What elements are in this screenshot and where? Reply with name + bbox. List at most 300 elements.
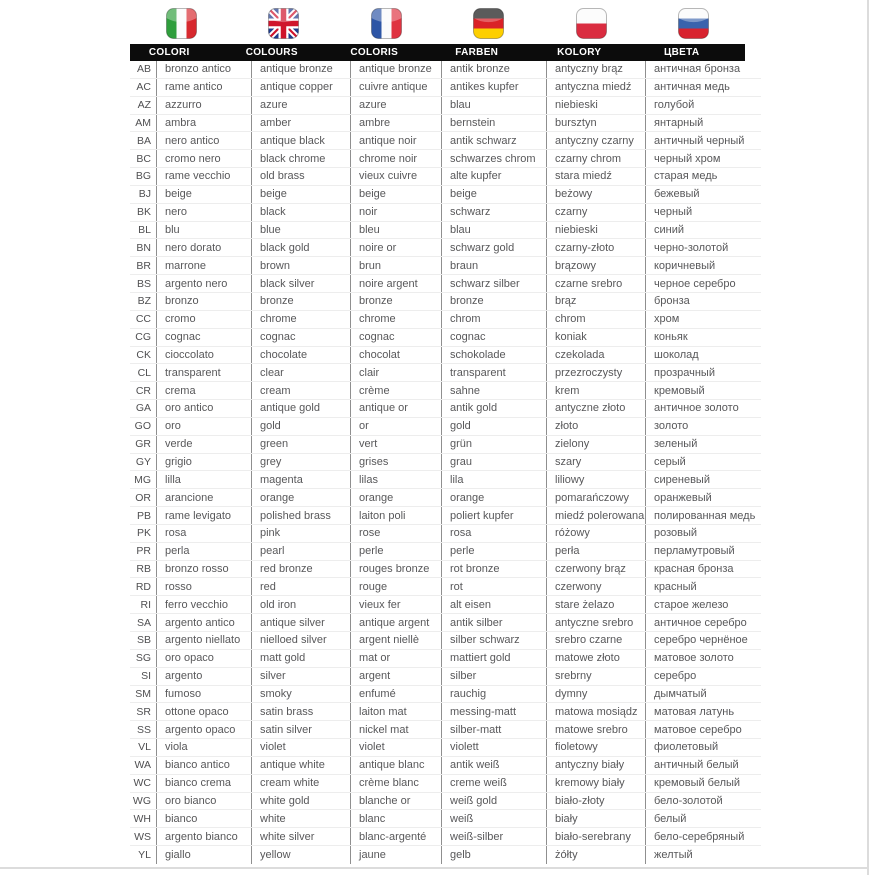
table-row [130,364,761,382]
table-row [130,132,761,150]
cell-code: AM [135,116,151,129]
cell-french: antique or [350,400,441,417]
table-row [130,293,761,311]
cell-russian: красный [645,578,761,595]
cell-russian: красная бронза [645,561,761,578]
cell-german: bernstein [441,115,546,132]
cell-code: RD [135,580,151,593]
cell-german: silber-matt [441,721,546,738]
cell-italian: transparent [156,364,251,381]
cell-italian: oro opaco [156,650,251,667]
cell-italian: rame antico [156,79,251,96]
cell-polish: perła [546,543,645,560]
italy-flag-icon [165,7,198,40]
cell-german: antik weiß [441,757,546,774]
cell-russian: бело-серебряный [645,828,761,845]
cell-german: silber [441,668,546,685]
cell-french: jaune [350,846,441,864]
cell-polish: czarne srebro [546,275,645,292]
cell-polish: antyczny biały [546,757,645,774]
cell-french: noire or [350,239,441,256]
cell-french: argent [350,668,441,685]
cell-french: noire argent [350,275,441,292]
cell-russian: черный хром [645,150,761,167]
cell-italian: cognac [156,329,251,346]
cell-italian: giallo [156,846,251,864]
cell-code: WS [134,830,151,843]
table-row [130,471,761,489]
cell-german: alte kupfer [441,168,546,185]
france-flag-icon [370,7,403,40]
cell-english: grey [251,454,350,471]
cell-polish: przezroczysty [546,364,645,381]
cell-german: schwarz silber [441,275,546,292]
cell-italian: rame vecchio [156,168,251,185]
cell-polish: brąz [546,293,645,310]
cell-polish: czekolada [546,347,645,364]
cell-code: CK [136,348,151,361]
page-edge-right [867,0,869,875]
cell-russian: бело-золотой [645,793,761,810]
cell-english: magenta [251,471,350,488]
cell-english: silver [251,668,350,685]
cell-french: argent niellè [350,632,441,649]
cell-polish: bursztyn [546,115,645,132]
cell-polish: fioletowy [546,739,645,756]
color-table-body [130,61,761,864]
cell-french: enfumé [350,686,441,703]
cell-french: antique noir [350,132,441,149]
cell-german: weiß gold [441,793,546,810]
table-row [130,846,761,864]
cell-polish: niebieski [546,97,645,114]
cell-russian: голубой [645,97,761,114]
cell-italian: argento nero [156,275,251,292]
cell-code: YL [138,849,151,862]
table-row [130,810,761,828]
cell-english: antique gold [251,400,350,417]
cell-polish: liliowy [546,471,645,488]
cell-polish: antyczny brąz [546,61,645,78]
cell-russian: античный белый [645,757,761,774]
cell-german: blau [441,222,546,239]
cell-english: black gold [251,239,350,256]
table-row [130,757,761,775]
cell-code: CC [135,313,151,326]
cell-english: antique white [251,757,350,774]
cell-russian: бронза [645,293,761,310]
cell-russian: античный черный [645,132,761,149]
cell-italian: bronzo antico [156,61,251,78]
table-row [130,561,761,579]
cell-italian: bianco [156,810,251,827]
cell-french: rouges bronze [350,561,441,578]
cell-french: bronze [350,293,441,310]
cell-italian: cromo nero [156,150,251,167]
cell-code: BK [136,206,151,219]
cell-polish: czarny-złoto [546,239,645,256]
table-row [130,275,761,293]
table-row [130,703,761,721]
cell-english: white [251,810,350,827]
table-row [130,347,761,365]
cell-italian: ferro vecchio [156,596,251,613]
cell-english: orange [251,489,350,506]
cell-code: VL [138,741,151,754]
cell-russian: черный [645,204,761,221]
cell-italian: oro [156,418,251,435]
table-row [130,382,761,400]
cell-german: rauchig [441,686,546,703]
cell-italian: argento opaco [156,721,251,738]
cell-french: blanc [350,810,441,827]
table-row [130,489,761,507]
cell-code: SA [136,616,151,629]
cell-german: chrom [441,311,546,328]
cell-english: white gold [251,793,350,810]
cell-russian: золото [645,418,761,435]
cell-english: chocolate [251,347,350,364]
cell-russian: дымчатый [645,686,761,703]
table-row [130,721,761,739]
header-russian: ЦВЕТА [664,47,700,58]
cell-french: nickel mat [350,721,441,738]
cell-german: rot bronze [441,561,546,578]
cell-french: laiton mat [350,703,441,720]
cell-russian: античная бронза [645,61,761,78]
cell-code: RB [136,563,151,576]
cell-english: satin silver [251,721,350,738]
cell-polish: czerwony [546,578,645,595]
cell-french: laiton poli [350,507,441,524]
cell-code: GO [134,420,151,433]
cell-english: matt gold [251,650,350,667]
cell-code: BR [136,259,151,272]
cell-french: azure [350,97,441,114]
cell-code: SB [136,634,151,647]
table-row [130,507,761,525]
cell-french: vieux cuivre [350,168,441,185]
cell-polish: kremowy biały [546,775,645,792]
cell-german: blau [441,97,546,114]
cell-english: yellow [251,846,350,864]
table-row [130,97,761,115]
cell-russian: прозрачный [645,364,761,381]
cell-polish: szary [546,454,645,471]
cell-code: BN [136,241,151,254]
cell-english: beige [251,186,350,203]
cell-code: SR [136,705,151,718]
table-row [130,400,761,418]
cell-english: smoky [251,686,350,703]
cell-polish: antyczne srebro [546,614,645,631]
cell-polish: czerwony brąz [546,561,645,578]
cell-german: schwarzes chrom [441,150,546,167]
cell-russian: коричневый [645,257,761,274]
cell-french: antique blanc [350,757,441,774]
header-polish: KOLORY [557,47,602,58]
cell-polish: czarny [546,204,645,221]
cell-polish: antyczny czarny [546,132,645,149]
header-italian: COLORI [148,47,190,58]
cell-russian: серый [645,454,761,471]
cell-german: messing-matt [441,703,546,720]
cell-english: pink [251,525,350,542]
cell-code: AB [136,63,151,76]
cell-polish: matowe złoto [546,650,645,667]
cell-polish: srebrny [546,668,645,685]
cell-french: beige [350,186,441,203]
cell-code: GA [135,402,151,415]
cell-german: grün [441,436,546,453]
cell-italian: argento antico [156,614,251,631]
cell-french: chrome noir [350,150,441,167]
cell-russian: желтый [645,846,761,864]
table-row [130,686,761,704]
cell-english: red bronze [251,561,350,578]
cell-german: cognac [441,329,546,346]
cell-french: vert [350,436,441,453]
flags-row [130,7,745,40]
cell-german: poliert kupfer [441,507,546,524]
cell-polish: matowa mosiądz [546,703,645,720]
table-row [130,115,761,133]
cell-german: weiß-silber [441,828,546,845]
table-row [130,436,761,454]
header-german: FARBEN [455,47,499,58]
header-english: COLOURS [245,47,298,58]
table-row [130,578,761,596]
table-row [130,204,761,222]
cell-german: silber schwarz [441,632,546,649]
cell-polish: krem [546,382,645,399]
table-row [130,222,761,240]
table-header-bar [130,44,745,61]
cell-polish: stara miedź [546,168,645,185]
cell-russian: матовая латунь [645,703,761,720]
table-row [130,775,761,793]
cell-german: bronze [441,293,546,310]
cell-code: CL [137,366,151,379]
cell-english: violet [251,739,350,756]
cell-french: rose [350,525,441,542]
cell-russian: оранжевый [645,489,761,506]
cell-code: BC [136,152,151,165]
cell-polish: koniak [546,329,645,346]
cell-german: violett [441,739,546,756]
cell-code: PB [136,509,151,522]
cell-italian: ottone opaco [156,703,251,720]
cell-polish: pomarańczowy [546,489,645,506]
cell-french: crème blanc [350,775,441,792]
cell-italian: ambra [156,115,251,132]
cell-english: nielloed silver [251,632,350,649]
cell-italian: nero antico [156,132,251,149]
table-row [130,793,761,811]
cell-english: polished brass [251,507,350,524]
cell-russian: античное золото [645,400,761,417]
cell-russian: матовое серебро [645,721,761,738]
table-row [130,668,761,686]
cell-russian: старая медь [645,168,761,185]
cell-german: perle [441,543,546,560]
table-row [130,739,761,757]
cell-english: green [251,436,350,453]
cell-english: bronze [251,293,350,310]
cell-code: SG [135,652,151,665]
cell-english: blue [251,222,350,239]
cell-russian: матовое золото [645,650,761,667]
cell-polish: biało-złoty [546,793,645,810]
cell-italian: nero dorato [156,239,251,256]
cell-french: or [350,418,441,435]
cell-english: satin brass [251,703,350,720]
table-row [130,418,761,436]
cell-french: rouge [350,578,441,595]
table-row [130,650,761,668]
cell-english: old iron [251,596,350,613]
cell-russian: черно-золотой [645,239,761,256]
cell-italian: rosso [156,578,251,595]
cell-french: chrome [350,311,441,328]
cell-code: BS [136,277,151,290]
cell-english: cream white [251,775,350,792]
cell-french: antique bronze [350,61,441,78]
cell-german: rosa [441,525,546,542]
cell-french: crème [350,382,441,399]
cell-german: sahne [441,382,546,399]
cell-french: blanc-argenté [350,828,441,845]
cell-code: AZ [137,99,151,112]
cell-code: BG [135,170,151,183]
cell-german: beige [441,186,546,203]
cell-english: azure [251,97,350,114]
cell-german: lila [441,471,546,488]
cell-code: MG [134,473,151,486]
table-row [130,329,761,347]
cell-german: antik gold [441,400,546,417]
cell-russian: сиреневый [645,471,761,488]
cell-italian: oro bianco [156,793,251,810]
cell-italian: grigio [156,454,251,471]
cell-code: CR [135,384,151,397]
cell-code: SM [135,687,151,700]
cell-french: mat or [350,650,441,667]
cell-italian: lilla [156,471,251,488]
table-row [130,79,761,97]
uk-flag-icon [267,7,300,40]
cell-german: schwarz gold [441,239,546,256]
cell-french: blanche or [350,793,441,810]
table-row [130,614,761,632]
cell-russian: кремовый [645,382,761,399]
cell-polish: srebro czarne [546,632,645,649]
cell-english: antique copper [251,79,350,96]
cell-english: antique black [251,132,350,149]
russia-flag-icon [677,7,710,40]
cell-russian: серебро чернёное [645,632,761,649]
cell-italian: arancione [156,489,251,506]
cell-french: vieux fer [350,596,441,613]
cell-english: black chrome [251,150,350,167]
cell-english: black silver [251,275,350,292]
cell-italian: argento niellato [156,632,251,649]
cell-italian: bronzo rosso [156,561,251,578]
cell-italian: crema [156,382,251,399]
cell-russian: синий [645,222,761,239]
cell-italian: argento bianco [156,828,251,845]
cell-german: antik silber [441,614,546,631]
cell-french: grises [350,454,441,471]
cell-german: antik bronze [441,61,546,78]
cell-polish: antyczne złoto [546,400,645,417]
table-row [130,454,761,472]
cell-code: GR [135,438,151,451]
cell-french: brun [350,257,441,274]
cell-polish: czarny chrom [546,150,645,167]
cell-italian: bronzo [156,293,251,310]
poland-flag-icon [575,7,608,40]
cell-russian: фиолетовый [645,739,761,756]
cell-code: BA [136,134,151,147]
cell-code: WA [134,759,151,772]
cell-code: AC [136,81,151,94]
cell-english: white silver [251,828,350,845]
cell-code: BZ [137,295,151,308]
cell-polish: złoto [546,418,645,435]
cell-code: RI [140,598,151,611]
table-row [130,257,761,275]
cell-italian: bianco antico [156,757,251,774]
page-edge-bottom [0,867,869,869]
cell-english: antique bronze [251,61,350,78]
cell-english: brown [251,257,350,274]
cell-polish: antyczna miedź [546,79,645,96]
cell-russian: зеленый [645,436,761,453]
cell-french: ambre [350,115,441,132]
table-row [130,168,761,186]
table-row [130,525,761,543]
cell-german: rot [441,578,546,595]
cell-code: OR [135,491,151,504]
cell-german: antik schwarz [441,132,546,149]
cell-french: bleu [350,222,441,239]
cell-polish: brązowy [546,257,645,274]
cell-russian: бежевый [645,186,761,203]
cell-russian: полированная медь [645,507,761,524]
cell-code: WG [132,795,151,808]
table-row [130,632,761,650]
cell-english: clear [251,364,350,381]
cell-polish: dymny [546,686,645,703]
cell-french: clair [350,364,441,381]
cell-english: cream [251,382,350,399]
germany-flag-icon [472,7,505,40]
header-french: COLORIS [350,47,399,58]
cell-italian: rame levigato [156,507,251,524]
cell-polish: chrom [546,311,645,328]
cell-german: grau [441,454,546,471]
cell-russian: розовый [645,525,761,542]
cell-english: gold [251,418,350,435]
cell-italian: beige [156,186,251,203]
cell-french: chocolat [350,347,441,364]
cell-german: gelb [441,846,546,864]
cell-german: mattiert gold [441,650,546,667]
cell-russian: шоколад [645,347,761,364]
cell-russian: античная медь [645,79,761,96]
cell-code: CG [135,331,151,344]
